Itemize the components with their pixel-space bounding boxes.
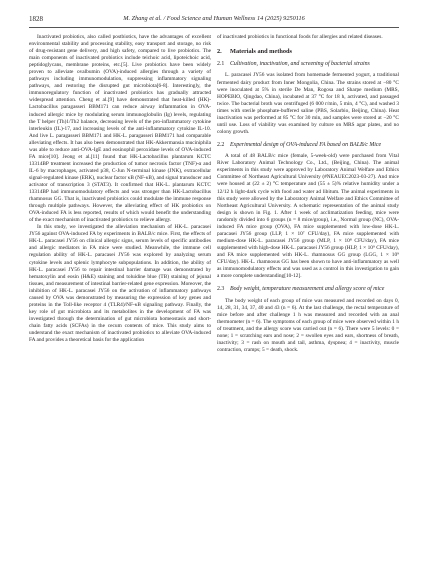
left-column	[29, 34, 211, 344]
subsection-heading-2-1: 2.1 Cultivation, inactivation, and screening of bacterial strains	[217, 61, 370, 68]
subsection-heading-2-3: 2.3 Body weight, temperature measurement and allergy score of mice	[217, 286, 385, 293]
header-divider	[29, 27, 399, 28]
subsection-heading-2-2: 2.2 Experimental design of OVA-induced FA based on BALB/c Mice	[217, 141, 382, 148]
intro-paragraph-1: Inactivated probiotics, also called postbiotics, have the advantages of excellent environmental stability and processing stability, easy transport and storage, no risk of drug-resistant gene delivery, and high safety, compared to live probiotics. The main components of inactivated probiotics include teichoic acid, lipoteichoic acid, peptidoglycans, membrane proteins, etc.[5]. Live probiotics have been widely proven to alleviate ovalbumin (OVA)-induced allergies through a variety of pathways including immunomodulation, suppressing inflammatory signaling pathways, and restoring the disrupted gut microbiota[6-8]. Interestingly, the immunoregulatory function of inactivated probiotics has gradually attracted widespread attention. Cheng et al.[9] have demonstrated that heat-killed (HK)-Lactobacillus paragasseri BBM171 can reduce airway inflammation in OVA-induced allergic mice by modulating serum immunoglobulin (Ig) levels, regulating the T helper (Th)1/Th2 balance, decreasing levels of the pro-inflammatory cytokine interleukin (IL)-17, and increasing levels of the anti-inflammatory cytokine IL-10. And live L. paragasseri BBM171 and HK-L. paragasseri BBM171 had comparable alleviating effects. It has also been demonstrated that HK-Akkermansia muciniphila was able to reduce anti-OVA-IgE and eosinophil peroxidase levels of OVA-induced FA mice[10]. Jeong et al.[11] found that HK-Lactobacillus plantarum KCTC 13314BP treatment increased the production of tumor necrosis factor (TNF)-α and IL-6 by macrophages, activated p38, C-Jun N-terminal kinase (JNK), extracellular signal-regulated kinase (ERK), nuclear factor κB (NF-κB), and signal transducer and activator of transcription 3 (STAT3). It confirmed that HK-L. plantarum KCTC 13314BP had immunomodulatory effects and was stronger than HK-Lactobacillus rhamnosus GG. That is, inactivated probiotics could modulate the immune response through multiple pathways. However, the alleviating effect of HK probiotics on OVA-induced FA is less reported, results of which would benefit the understanding of the exact mechanism of inactivated probiotics to relieve allergy.	[29, 34, 211, 224]
intro-paragraph-2: In this study, we investigated the alleviation mechanism of HK-L. paracasei JY56 against OVA-induced FA by experiments in BALB/c mice. First, the effects of HK-L. paracasei JY56 on clinical allergic signs, serum levels of specific antibodies and allergic mediators in FA mice were studied. Meanwhile, the immune cell regulation ability of HK-L. paracasei JY56 was explored by analyzing serum cytokine levels and splenic lymphocyte subpopulations. In addition, the ability of HK-L. paracasei JY56 to repair intestinal barrier damage was demonstrated by hematoxylin and eosin (H&E) staining and toluidine blue (TB) staining of jejunal tissues, and measurement of intestinal barrier-related gene expression. Moreover, the inhibition of HK-L. paracasei JY56 on the activation of inflammatory pathways caused by OVA was demonstrated by measuring the expression of key genes and proteins in the Toll-like receptor 4 (TLR4)/NF-κB signaling pathway. Finally, the key role of gut microbiota and its metabolites in the development of FA was investigated through the determination of gut microbiota homeostasis and short-chain fatty acids (SCFAs) in the cecum contents of mice. This study aims to understand the exact mechanism of inactivated probiotics to alleviate OVA-induced FA and provides a theoretical basis for the application	[29, 224, 211, 344]
journal-citation: M. Zhang et al. / Food Science and Human Wellness 14 (2025) 9250116	[123, 15, 305, 22]
intro-paragraph-continued: of inactivated probiotics in functional foods for allergies and related diseases.	[217, 34, 383, 40]
section-heading-methods: 2. Materials and methods	[217, 48, 292, 56]
page-number: 1828	[29, 15, 43, 23]
paragraph-2-3: The body weight of each group of mice was measured and recorded on days 0, 14, 28, 31, 34, 37, 40 and 43 (n = 6). At the last challenge, the rectal temperature of mice before and after challenge 1 h was measured and recorded with an anal thermometer (n = 6). The symptoms of each group of mice were observed within 1 h of treatment, and the allergy score was carried out (n = 6). There were 5 levels: 0 = none; 1 = scratching ears and nose; 2 = swollen eyes and ears, shortness of breath, inactivity; 3 = rash on mouth and tail, asthma, dyspnea; 4 = inactivity, muscle contraction, cramps; 5 = death, shock.	[217, 297, 399, 353]
paragraph-2-1: L. paracasei JY56 was isolated from homemade fermented yogurt, a traditional fermented dairy product from Inner Mongolia, China. The strains stored at −80 °C were inoculated at 5% in sterile De Man, Rogosa and Sharpe medium (MRS, HOPEBIO, Qingdao, China), incubated at 37 °C for 18 h, activated, and passaged twice. The bacterial broth was centrifuged (6 000 r/min, 5 min, 4 °C), and washed 3 times with sterile phosphate-buffered saline (PBS, Solarbio, Beijing, China). Heat inactivation was performed at 85 °C for 30 min, and samples were stored at −20 °C until use. Loss of viability was examined by culture on MRS agar plates, and no colony growth.	[217, 72, 399, 135]
running-header	[29, 14, 399, 24]
paragraph-2-2: A total of 48 BALB/c mice (female, 5-week-old) were purchased from Vital River Laboratory Animal Technology Co., Ltd., (Beijing, China). The animal experiments in this study were approved by Laboratory Animal Welfare and Ethics Committee of Northeast Agricultural University (#NEAUEC2023-03-27). And mice were housed at (22 ± 2) °C temperature and (55 ± 5)% relative humidity under a 12/12 h light-dark cycle with food and water ad libitum. The animal experiments in this study were allowed by the Laboratory Animal Welfare and Ethics Committee of Northeast Agricultural University. A schematic representation of the animal study design is shown in Fig. 1. After 1 week of acclimatization feeding, mice were randomly divided into 6 groups (n = 8 mice/group), i.e., Normal group (NC), OVA-induced FA mice group (OVA), FA mice supplemented with low-dose HK-L. paracasei JY56 group (LLP, 1 × 10⁷ CFU/day), FA mice supplemented with medium-dose HK-L. paracasei JY56 group (MLP, 1 × 10⁸ CFU/day), FA mice supplemented with high-dose HK-L. paracasei JY56 group (HLP, 1 × 10⁹ CFU/day), and FA mice supplemented with HK-L. rhamnosus GG group (LGG, 1 × 10⁹ CFU/day). HK-L. rhamnosus GG has been shown to have anti-inflammatory as well as immunomodulatory effects and was used as a control in this investigation to gain a more complete understanding[10-12].	[217, 153, 399, 280]
right-column	[217, 34, 399, 354]
